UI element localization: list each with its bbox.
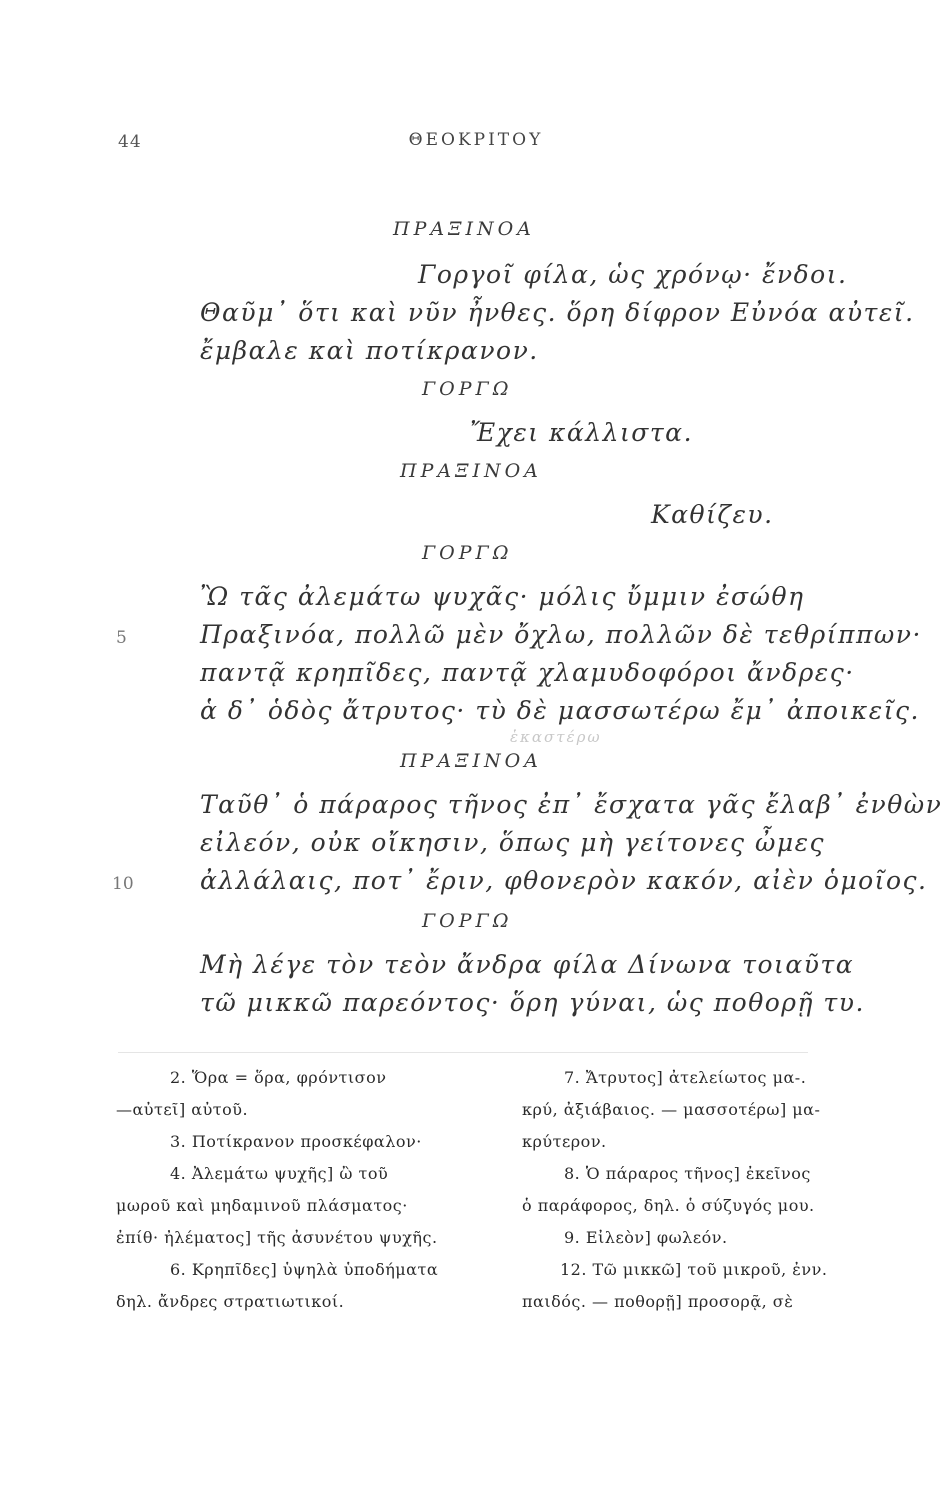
footnote-divider: [118, 1052, 808, 1053]
verse-line: Θαῦμ᾽ ὅτι καὶ νῦν ἦνθες. ὅρη δίφρον Εὐνόα αὐτεῖ.: [200, 298, 915, 327]
footnote-line: 4. Ἀλεμάτω ψυχῆς] ὢ τοῦ: [170, 1164, 389, 1183]
footnote-line: δηλ. ἄνδρες στρατιωτικοί.: [116, 1292, 345, 1311]
footnote-line: κρύ, ἀξιάβαιος. — μασσοτέρω] μα-: [522, 1100, 821, 1119]
verse-line: ἀλλάλαις, ποτ᾽ ἔριν, φθονερὸν κακόν, αἰὲν ὁμοῖος.: [200, 866, 928, 895]
footnote-line: παιδός. — ποθορῇ] προσορᾷ, σὲ: [522, 1292, 794, 1311]
running-title: ΘΕΟΚΡΙΤΟΥ: [408, 130, 544, 150]
footnote-line: 7. Ἄτρυτος] ἀτελείωτος μα-.: [564, 1068, 807, 1087]
footnote-line: 9. Εἰλεὸν] φωλεόν.: [564, 1228, 728, 1247]
verse-line: Ὢ τᾶς ἀλεμάτω ψυχᾶς· μόλις ὔμμιν ἐσώθη: [200, 582, 805, 611]
footnote-line: 3. Ποτίκρανον προσκέφαλον·: [170, 1132, 422, 1151]
verse-line: Γοργοῖ φίλα, ὡς χρόνῳ· ἔνδοι.: [418, 260, 848, 289]
speaker-praxinoa: ΠΡΑΞΙΝΟΑ: [393, 218, 535, 240]
pencil-marginalia: ἑκαστέρω: [510, 728, 602, 746]
line-number: 5: [116, 628, 127, 648]
verse-line: Καθίζευ.: [651, 500, 774, 529]
footnote-line: 6. Κρηπῖδες] ὑψηλὰ ὑποδήματα: [170, 1260, 439, 1279]
verse-line: Μὴ λέγε τὸν τεὸν ἄνδρα φίλα Δίνωνα τοιαῦτα: [200, 950, 855, 979]
speaker-gorgo: ΓΟΡΓΩ: [422, 378, 513, 400]
verse-line: Πραξινόα, πολλῶ μὲν ὄχλω, πολλῶν δὲ τεθρίππων·: [200, 620, 922, 649]
verse-line: ἔμβαλε καὶ ποτίκρανον.: [200, 336, 539, 365]
verse-line: εἰλεόν, οὐκ οἴκησιν, ὅπως μὴ γείτονες ὦμες: [200, 828, 826, 857]
footnote-line: 12. Τῶ μικκῶ] τοῦ μικροῦ, ἐνν.: [560, 1260, 828, 1279]
footnote-line: ὁ παράφορος, δηλ. ὁ σύζυγός μου.: [522, 1196, 815, 1215]
line-number: 10: [112, 874, 134, 894]
speaker-gorgo: ΓΟΡΓΩ: [422, 542, 513, 564]
verse-line: τῶ μικκῶ παρεόντος· ὅρη γύναι, ὡς ποθορῇ τυ.: [200, 988, 865, 1017]
speaker-praxinoa: ΠΡΑΞΙΝΟΑ: [400, 460, 542, 482]
footnote-line: ἐπίθ· ἠλέματος] τῆς ἀσυνέτου ψυχῆς.: [116, 1228, 438, 1247]
verse-line: Ἔχει κάλλιστα.: [470, 418, 694, 447]
verse-line: ἁ δ᾽ ὁδὸς ἄτρυτος· τὺ δὲ μασσωτέρω ἔμ᾽ ἀποικεῖς.: [200, 696, 920, 725]
footnote-line: —αὐτεῖ] αὐτοῦ.: [116, 1100, 249, 1119]
footnote-line: κρύτερον.: [522, 1132, 607, 1151]
footnote-line: 2. Ὅρα = ὅρα, φρόντισον: [170, 1068, 387, 1087]
footnote-line: 8. Ὁ πάραρος τῆνος] ἐκεῖνος: [564, 1164, 811, 1183]
speaker-praxinoa: ΠΡΑΞΙΝΟΑ: [400, 750, 542, 772]
footnote-line: μωροῦ καὶ μηδαμινοῦ πλάσματος·: [116, 1196, 408, 1215]
page-number: 44: [118, 132, 142, 152]
speaker-gorgo: ΓΟΡΓΩ: [422, 910, 513, 932]
verse-line: Ταῦθ᾽ ὁ πάραρος τῆνος ἐπ᾽ ἔσχατα γᾶς ἔλαβ᾽ ἐνθὼν: [200, 790, 943, 819]
verse-line: παντᾷ κρηπῖδες, παντᾷ χλαμυδοφόροι ἄνδρες·: [200, 658, 855, 687]
